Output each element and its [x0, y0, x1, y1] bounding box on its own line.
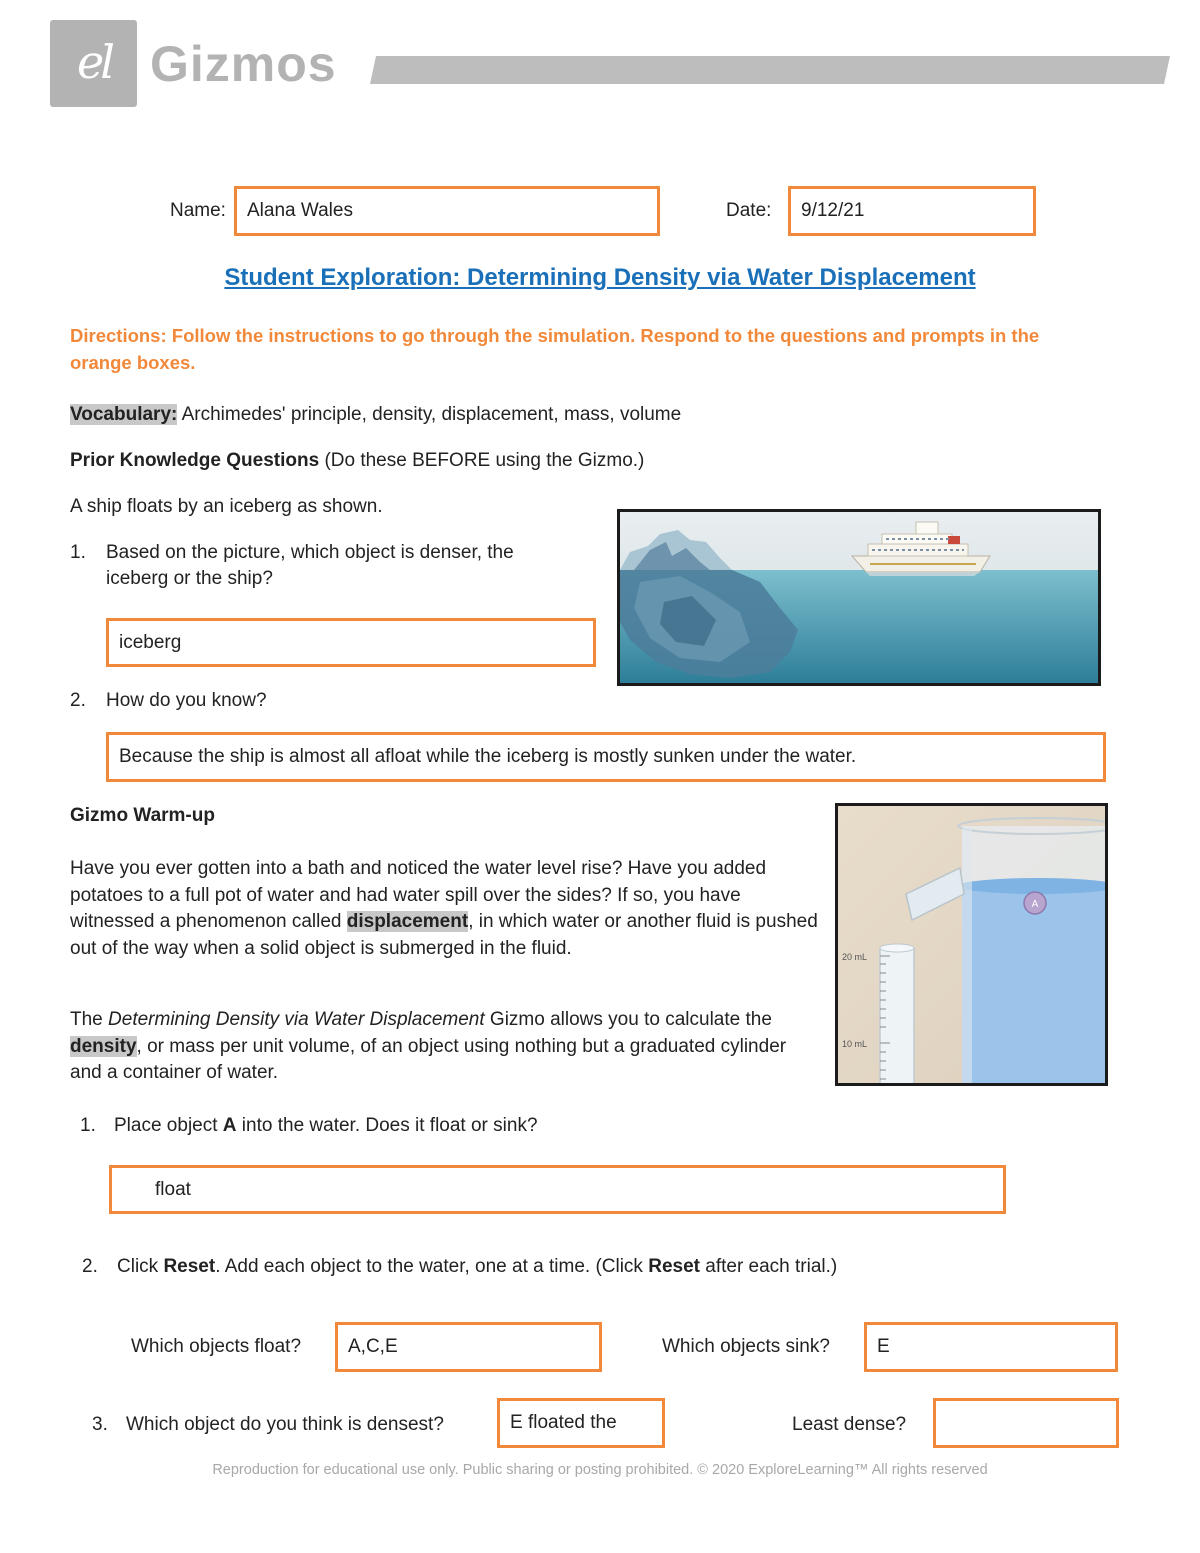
q2-answer: Because the ship is almost all afloat while the iceberg is mostly sunken under the water.: [119, 746, 857, 767]
warmup-heading: Gizmo Warm-up: [70, 805, 215, 826]
warmup-q2-number: 2.: [82, 1256, 98, 1277]
warmup-q3-text: Which object do you think is densest?: [126, 1414, 444, 1435]
date-value: 9/12/21: [801, 200, 865, 221]
warmup-p2-b: Gizmo allows you to calculate the: [484, 1009, 772, 1030]
q2-text: How do you know?: [106, 690, 267, 711]
float-answer-field[interactable]: [335, 1322, 602, 1372]
warmup-paragraph-1: [70, 856, 818, 962]
prior-knowledge-heading: Prior Knowledge Questions: [70, 450, 320, 471]
reset-term-2: Reset: [648, 1256, 700, 1277]
density-term: density: [70, 1035, 137, 1057]
gizmos-wordmark: Gizmos: [150, 36, 337, 92]
label-10ml: 10 mL: [842, 1039, 868, 1049]
least-dense-answer-field[interactable]: [933, 1398, 1119, 1448]
warmup-q1-a: Place object: [114, 1115, 223, 1136]
q2-number: 2.: [70, 690, 86, 711]
warmup-q2-a: Click: [117, 1256, 164, 1277]
q1-text-line2: iceberg or the ship?: [106, 568, 273, 589]
date-field[interactable]: [788, 186, 1036, 236]
warmup-q1-text: [114, 1115, 538, 1137]
warmup-paragraph-2: [70, 1007, 818, 1087]
warmup-p1-b: , in which water or another fluid is pushed out of the way when a solid object is submerged in the fluid.: [70, 911, 818, 959]
name-value: Alana Wales: [247, 200, 353, 221]
displacement-term: displacement: [346, 911, 469, 932]
header-gray-bar: [370, 56, 1170, 84]
warmup-q2-text: [117, 1256, 837, 1278]
q1-answer-field[interactable]: [106, 618, 596, 667]
q1-answer: iceberg: [119, 632, 182, 653]
vocabulary-line: [70, 404, 681, 426]
warmup-q1-number: 1.: [80, 1115, 96, 1136]
explorelearning-logo-mark: el: [77, 35, 111, 89]
prior-knowledge-heading-line: [70, 450, 644, 472]
date-label: Date:: [726, 200, 772, 221]
warmup-q1-object: A: [222, 1115, 237, 1136]
iceberg-ship-image: [617, 509, 1101, 686]
prior-knowledge-note: (Do these BEFORE using the Gizmo.): [324, 450, 645, 471]
gizmo-illustration: [838, 806, 1105, 1083]
footer-copyright: Reproduction for educational use only. Public sharing or posting prohibited. © 2020 ExploreLearning™ All rights reserved: [212, 1462, 988, 1478]
directions-text: Directions: Follow the instructions to go through the simulation. Respond to the questions and prompts in the orange boxes.: [70, 325, 1040, 373]
name-label: Name:: [170, 200, 226, 221]
q1-number: 1.: [70, 542, 86, 563]
warmup-p2-a: The: [70, 1009, 109, 1030]
warmup-p1-a: Have you ever gotten into a bath and noticed the water level rise? Have you added potatoes to a full pot of water and had water spill over the sides? If so, you have witnessed a phenomenon called: [70, 858, 767, 932]
label-20ml: 20 mL: [842, 952, 868, 962]
warmup-q1-answer-field[interactable]: [109, 1165, 1006, 1214]
warmup-p2-c: , or mass per unit volume, of an object using nothing but a graduated cylinder and a container of water.: [70, 1035, 787, 1083]
warmup-q2-e: after each trial.): [699, 1256, 838, 1277]
vocabulary-label: Vocabulary:: [70, 404, 178, 425]
least-dense-label: Least dense?: [792, 1414, 907, 1435]
gizmo-name-italic: Determining Density via Water Displacement: [108, 1009, 485, 1030]
float-label: Which objects float?: [131, 1336, 302, 1357]
warmup-q1-c: into the water. Does it float or sink?: [236, 1115, 538, 1136]
gizmo-screenshot: [835, 803, 1108, 1086]
prior-intro: A ship floats by an iceberg as shown.: [70, 496, 383, 517]
sink-answer-field[interactable]: [864, 1322, 1118, 1372]
name-field[interactable]: [234, 186, 660, 236]
sink-answer: E: [877, 1336, 890, 1357]
object-a-label: A: [1031, 899, 1039, 910]
float-answer: A,C,E: [348, 1336, 398, 1357]
warmup-q3-number: 3.: [92, 1414, 108, 1435]
densest-answer-field[interactable]: [497, 1398, 665, 1448]
warmup-q1-answer: float: [155, 1179, 191, 1200]
densest-answer: E floated the: [510, 1412, 617, 1433]
reset-term-1: Reset: [163, 1256, 216, 1277]
page-title: Student Exploration: Determining Density via Water Displacement: [224, 264, 976, 291]
vocabulary-terms: Archimedes' principle, density, displacement, mass, volume: [181, 404, 682, 425]
q1-text-line1: Based on the picture, which object is denser, the: [106, 542, 514, 563]
iceberg-ship-illustration: [620, 512, 1098, 683]
sink-label: Which objects sink?: [662, 1336, 830, 1357]
q2-answer-field[interactable]: [106, 732, 1106, 782]
warmup-q2-c: . Add each object to the water, one at a time. (Click: [215, 1256, 649, 1277]
